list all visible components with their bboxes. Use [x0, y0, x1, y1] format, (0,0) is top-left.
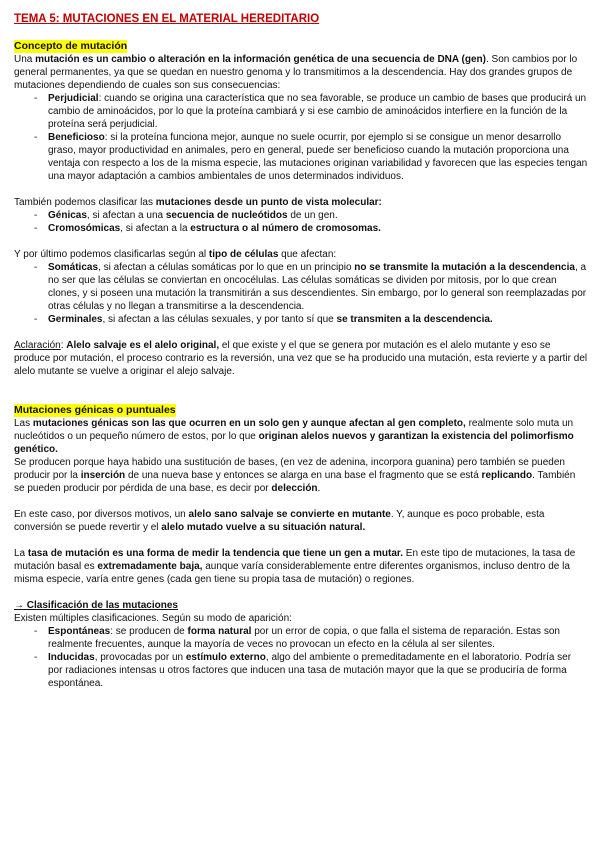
- list-item: - Germinales, si afectan a las células sexuales, y por tanto sí que se transmiten a la descendencia.: [14, 313, 588, 326]
- document-page: [14, 12, 588, 690]
- paragraph: La tasa de mutación es una forma de medir la tendencia que tiene un gen a mutar. En este tipo de mutaciones, la tasa de mutación basal es extremadamente baja, aunque varía considerablemente entre diferentes organismos, incluso dentro de la misma especie, varía entre genes (cada gen tiene su propia tasa de mutación) o regiones.: [14, 548, 576, 585]
- cell-type-list: [14, 261, 588, 326]
- list-item: - Génicas, si afectan a una secuencia de nucleótidos de un gen.: [14, 209, 588, 222]
- paragraph: También podemos clasificar las mutaciones desde un punto de vista molecular:: [14, 197, 382, 208]
- paragraph: Existen múltiples clasificaciones. Según su modo de aparición:: [14, 613, 292, 624]
- section-heading-mutaciones-genicas: Mutaciones génicas o puntuales: [14, 404, 176, 416]
- molecular-list: [14, 209, 588, 235]
- list-item: - Inducidas, provocadas por un estímulo externo, algo del ambiente o premeditadamente en el laboratorio. Podría ser por radiaciones intensas u otros factores que inducen una tasa de mutación mayor que la que se produciría de forma espontánea.: [14, 651, 588, 690]
- list-item: - Beneficioso: si la proteína funciona mejor, aunque no suele ocurrir, por ejemplo si se consigue un menor desarrollo graso, mayor productividad en animales, pero en general, puede ser beneficioso cuando la mutación proporciona una ventaja con respecto a los de la misma especie, las mutaciones originan variabilidad y favorecen que las especies tengan una mayor adaptación a cambios ambientales de unos determinados individuos.: [14, 131, 588, 183]
- list-item: - Somáticas, si afectan a células somáticas por lo que en un principio no se transmite la mutación a la descendencia, a no ser que las células se conviertan en oncocélulas. Las células somáticas se dividen por mitosis, por lo que crean clones, y si poseen una mutación la transmitirán a sus descendientes. Sin embargo, por lo general son reemplazadas por otras células y no llegan a transmitirse a la descendencia.: [14, 261, 588, 313]
- subheading-clasificacion: → Clasificación de las mutaciones: [14, 600, 178, 611]
- paragraph: En este caso, por diversos motivos, un alelo sano salvaje se convierte en mutante. Y, aunque es poco probable, esta conversión se puede revertir y el alelo mutado vuelve a su situación natural.: [14, 509, 545, 533]
- section-heading-concepto: Concepto de mutación: [14, 40, 128, 52]
- page-title: TEMA 5: MUTACIONES EN EL MATERIAL HEREDITARIO: [14, 13, 320, 25]
- paragraph: Se producen porque haya habido una sustitución de bases, (en vez de adenina, incorpora guanina) pero también se pueden producir por la inserción de una nueva base y entonces se alarga en una base el fragmento que se está replicando. También se pueden producir por pérdida de una base, es decir por delección.: [14, 457, 576, 494]
- origin-list: [14, 625, 588, 690]
- aclaracion-paragraph: Aclaración: Alelo salvaje es el alelo original, el que existe y el que se genera por mutación es el alelo mutante y eso se produce por mutación, el proceso contrario es la reversión, una vez que se ha producido una mutación, esta revierte y a partir del alelo mutante se vuelve a originar el alejo salvaje.: [14, 340, 588, 377]
- paragraph: Las mutaciones génicas son las que ocurren en un solo gen y aunque afectan al gen completo, realmente solo muta un nucleótidos o un pequeño número de estos, por lo que originan alelos nuevos y garantizan la existencia del polimorfismo genético.: [14, 418, 574, 455]
- paragraph: Y por último podemos clasificarlas según al tipo de células que afectan:: [14, 249, 337, 260]
- list-item: - Cromosómicas, si afectan a la estructura o al número de cromosomas.: [14, 222, 588, 235]
- list-item: - Espontáneas: se producen de forma natural por un error de copia, o que falla el sistema de reparación. Estas son realmente frecuentes, aunque la mayoría de veces no provocan un efecto en la célula al ser silentes.: [14, 625, 588, 651]
- paragraph: Una mutación es un cambio o alteración en la información genética de una secuencia de DNA (gen). Son cambios por lo general permanentes, ya que se quedan en nuestro genoma y lo transmitimos a la descendencia. Hay dos grandes grupos de mutaciones dependiendo de cuales son sus consecuencias:: [14, 54, 578, 91]
- list-item: - Perjudicial: cuando se origina una característica que no sea favorable, se produce un cambio de bases que producirá un cambio de aminoácidos, por lo que la proteína cambiará y si ese cambio de aminoácidos interfiere en la función de la proteína será perjudicial.: [14, 92, 588, 131]
- consequence-list: [14, 92, 588, 183]
